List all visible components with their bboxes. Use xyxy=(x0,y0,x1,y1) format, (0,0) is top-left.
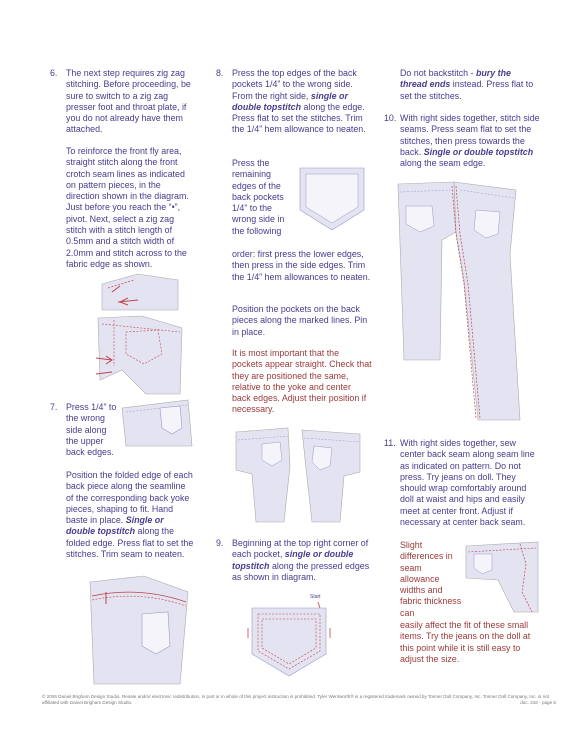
back-yoke-topstitch-diagram xyxy=(84,574,194,686)
step-11-para-2-end: easily affect the fit of these small items. Try the jeans on the doll at this point while it is still easy to adjust the size. xyxy=(400,620,531,664)
side-seam-diagram xyxy=(392,180,528,426)
pocket-topstitch-diagram xyxy=(246,594,332,680)
step-7-para-2: Position the folded edge of each back piece along the seamline of the corresponding back yoke pieces, shaping to fit. Hand baste in place. Single or double topstitch along the folded edge. Press flat to set the stitches. Trim seam to neaten. xyxy=(66,470,194,560)
pocket-diagram xyxy=(294,164,370,234)
step-7-para-1: Press 1/4” to the wrong side along the upper back edges. xyxy=(66,402,117,458)
step-10-para-1: With right sides together, stitch side seams. Press seam flat to set the stitches, then press towards the back. Single or double topstitch along the seam edge. xyxy=(400,113,540,169)
step-8-para-2-end: order: first press the lower edges, then press in the side edges. Trim the 1/4” hem allowances to neaten. xyxy=(232,249,371,282)
step-9-para-1: Beginning at the top right corner of each pocket, single or double topstitch along the pressed edges as shown in diagram. xyxy=(232,538,370,582)
page-number: doc. 216 - page 5 xyxy=(520,700,556,705)
step-10-number: 10. xyxy=(384,113,397,123)
step-8-para-1: Press the top edges of the back pockets 1/4” to the wrong side. From the right side, single or double topstitch along the edge. Press flat to set the stitches. Trim the 1/4” hem allowance to neaten. xyxy=(232,68,366,135)
step-8-para-3: Position the pockets on the back pieces along the marked lines. Pin in place. xyxy=(232,304,368,337)
step-9-continued: Do not backstitch - bury the thread ends instead. Press flat to set the stitches. xyxy=(400,68,534,101)
step-8-number: 8. xyxy=(216,68,224,78)
step-7-number: 7. xyxy=(50,402,58,412)
step-6-number: 6. xyxy=(50,68,58,78)
step-9-number: 9. xyxy=(216,538,224,548)
back-pieces-diagram-right xyxy=(296,428,366,524)
center-back-seam-diagram xyxy=(462,540,542,614)
step-11-para-2-start: Slight differences in seam allowance widths and fabric thickness can xyxy=(400,540,462,618)
step-8-para-2-start: Press the remaining edges of the back pockets 1/4” to the wrong side in the following xyxy=(232,158,285,236)
step-8-para-4: It is most important that the pockets appear straight. Check that they are positioned the same, relative to the yoke and center back edges. Adjust their position if necessary. xyxy=(232,348,372,415)
back-yoke-diagram xyxy=(118,398,196,448)
back-pieces-diagram-left xyxy=(232,426,294,524)
step-6-para-1: The next step requires zig zag stitching. Before proceeding, be sure to switch to a zig zag presser foot and throat plate, if you do not already have them attached. xyxy=(66,68,191,135)
fly-diagram-bottom xyxy=(92,314,188,396)
step-11-number: 11. xyxy=(384,438,396,448)
step-6-para-2: To reinforce the front fly area, straight stitch along the front crotch seam lines as indicated on pattern pieces, in the direction shown in the diagram. Just before you reach the “•”, pivot. Next, select a zig zag stitch with a stitch length of 0.5mm and a stitch width of 2.0mm and stitch across to the fabric edge as shown. xyxy=(66,146,189,269)
start-label: Start xyxy=(310,594,321,600)
fly-diagram-top xyxy=(98,272,182,312)
copyright-footer: © 2006 Daniel Brigham Design Studio. Resale and/or electronic redistribution, in part or in whole of this project instruction is prohibited. Tyler Wentworth® is a registered trademark owned by Tonner Doll Company, Inc. Tonner Doll Company, Inc. is not affiliated with Daniel Brigham Design Studio. xyxy=(42,694,549,705)
step-11-para-1: With right sides together, sew center back seam along seam line as indicated on pattern. Do not press. Try jeans on doll. They should wrap comfortably around doll at waist and hips and easily meet at center front. Adjust if necessary at center back seam. xyxy=(400,438,535,528)
